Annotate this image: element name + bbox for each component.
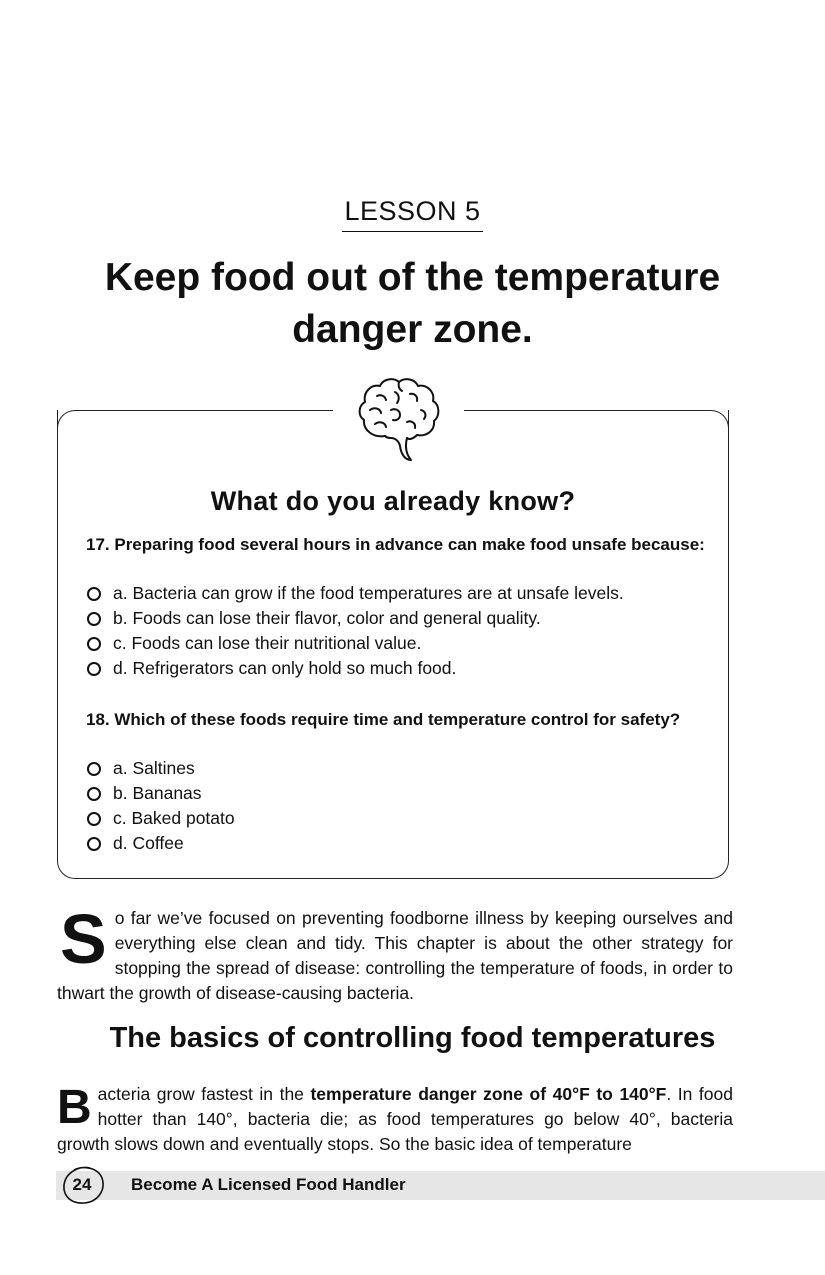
radio-button[interactable] [87,662,101,676]
quiz-heading: What do you already know? [210,486,576,516]
radio-button[interactable] [87,787,101,801]
brain-icon [355,374,441,462]
answer-label: a. Bacteria can grow if the food temperatures are at unsafe levels. [113,583,624,603]
section-text-after: . In food hotter than 140°, bacteria die; as food temperatures go below 40°, bacteria growth slows down and eventually stops. So the basic idea of temperature [57,1084,733,1154]
lesson-title: Keep food out of the temperature danger zone. [104,256,721,351]
radio-button[interactable] [87,637,101,651]
answer-label: d. Refrigerators can only hold so much food. [113,658,457,678]
answer-option[interactable] [86,781,726,806]
answer-label: c. Foods can lose their nutritional value. [113,633,422,653]
question-17: 17. Preparing food several hours in advance can make food unsafe because: [86,535,705,554]
question-18-options [86,756,726,856]
lesson-number: LESSON 5 [342,196,482,232]
answer-label: b. Foods can lose their flavor, color and general quality. [113,608,541,628]
question-17-options [86,581,726,681]
answer-option[interactable] [86,806,726,831]
answer-option[interactable] [86,631,726,656]
answer-option[interactable] [86,831,726,856]
lesson-label [0,196,825,232]
answer-option[interactable] [86,756,726,781]
page-number: 24 [72,1175,92,1194]
section-paragraph [57,1082,733,1157]
answer-option[interactable] [86,606,726,631]
question-18: 18. Which of these foods require time and temperature control for safety? [86,710,681,729]
radio-button[interactable] [87,587,101,601]
answer-label: c. Baked potato [113,808,235,828]
section-heading: The basics of controlling food temperatures [109,1022,716,1054]
drop-cap: S [60,900,107,978]
answer-option[interactable] [86,656,726,681]
section-text-before: acteria grow fastest in the [97,1084,311,1104]
intro-text: o far we’ve focused on preventing foodborne illness by keeping ourselves and everything else clean and tidy. This chapter is about the other strategy for stopping the spread of disease: controlling the temperature of foods, in order to thwart the growth of disease-causing bacteria. [57,908,733,1003]
answer-label: a. Saltines [113,758,195,778]
answer-label: d. Coffee [113,833,184,853]
radio-button[interactable] [87,837,101,851]
danger-zone-highlight: temperature danger zone of 40°F to 140°F [310,1084,667,1104]
book-title: Become A Licensed Food Handler [131,1175,406,1194]
intro-paragraph [57,900,733,1006]
answer-label: b. Bananas [113,783,202,803]
radio-button[interactable] [87,812,101,826]
drop-cap: B [57,1081,92,1134]
radio-button[interactable] [87,612,101,626]
answer-option[interactable] [86,581,726,606]
radio-button[interactable] [87,762,101,776]
